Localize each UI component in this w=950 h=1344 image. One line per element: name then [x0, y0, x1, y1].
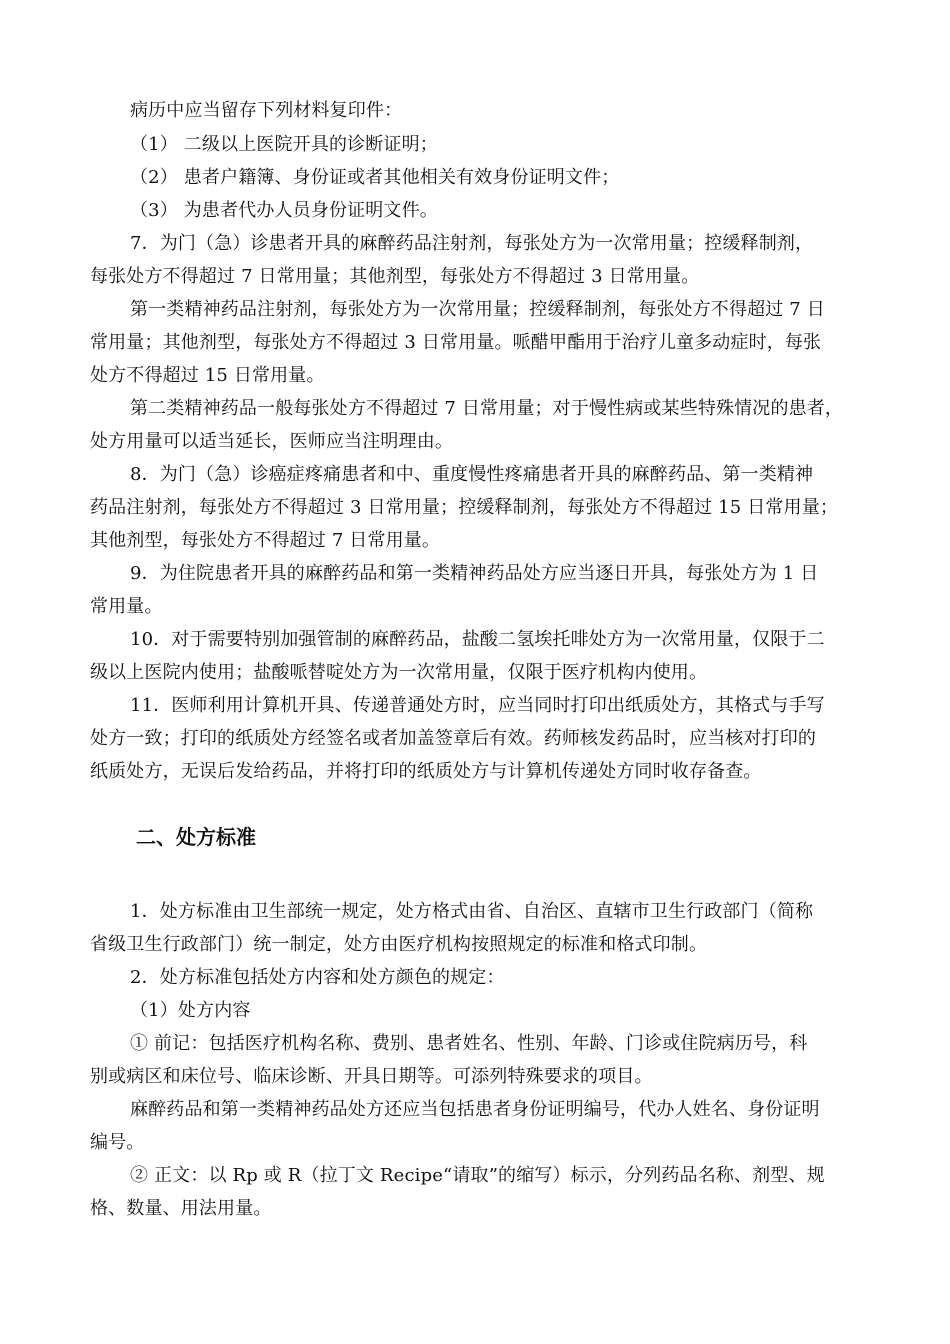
text-line: 处方用量可以适当延长，医师应当注明理由。	[90, 431, 453, 452]
text-line: 麻醉药品和第一类精神药品处方还应当包括患者身份证明编号，代办人姓名、身份证明	[130, 1099, 820, 1120]
text-line: 药品注射剂，每张处方不得超过 3 日常用量；控缓释制剂，每张处方不得超过 15 日常用量；	[90, 497, 838, 518]
text-line: 8．为门（急）诊癌症疼痛患者和中、重度慢性疼痛患者开具的麻醉药品、第一类精神	[130, 464, 814, 485]
text-line: 9．为住院患者开具的麻醉药品和第一类精神药品处方应当逐日开具，每张处方为 1 日	[130, 563, 819, 584]
text-line: 常用量；其他剂型，每张处方不得超过 3 日常用量。哌醋甲酯用于治疗儿童多动症时，每张	[90, 332, 822, 353]
text-line: 处方一致；打印的纸质处方经签名或者加盖签章后有效。药师核发药品时，应当核对打印的	[90, 728, 816, 749]
text-line: 编号。	[90, 1132, 145, 1153]
text-line: 1．处方标准由卫生部统一规定，处方格式由省、自治区、直辖市卫生行政部门（简称	[130, 901, 814, 922]
text-line: 格、数量、用法用量。	[90, 1198, 272, 1219]
text-line: （3） 为患者代办人员身份证明文件。	[130, 200, 438, 221]
text-line: 每张处方不得超过 7 日常用量；其他剂型，每张处方不得超过 3 日常用量。	[90, 266, 700, 287]
text-line: 病历中应当留存下列材料复印件：	[130, 100, 403, 121]
text-line: 纸质处方，无误后发给药品，并将打印的纸质处方与计算机传递处方同时收存备查。	[90, 761, 762, 782]
section-heading: 二、处方标准	[136, 825, 256, 849]
text-line: 省级卫生行政部门）统一制定，处方由医疗机构按照规定的标准和格式印制。	[90, 934, 708, 955]
text-line: （2） 患者户籍簿、身份证或者其他相关有效身份证明文件；	[130, 167, 620, 188]
text-line: 11．医师利用计算机开具、传递普通处方时，应当同时打印出纸质处方，其格式与手写	[130, 695, 825, 716]
text-line: 级以上医院内使用；盐酸哌替啶处方为一次常用量，仅限于医疗机构内使用。	[90, 662, 708, 683]
text-line: 常用量。	[90, 596, 163, 617]
text-line: ① 前记：包括医疗机构名称、费别、患者姓名、性别、年龄、门诊或住院病历号，科	[130, 1033, 808, 1054]
text-line: 10．对于需要特别加强管制的麻醉药品，盐酸二氢埃托啡处方为一次常用量，仅限于二	[130, 629, 825, 650]
text-line: 其他剂型，每张处方不得超过 7 日常用量。	[90, 530, 441, 551]
text-line: 别或病区和床位号、临床诊断、开具日期等。可添列特殊要求的项目。	[90, 1066, 653, 1087]
text-line: 第一类精神药品注射剂，每张处方为一次常用量；控缓释制剂，每张处方不得超过 7 日	[130, 299, 825, 320]
text-line: 处方不得超过 15 日常用量。	[90, 365, 325, 386]
text-line: ② 正文：以 Rp 或 R（拉丁文 Recipe“请取”的缩写）标示，分列药品名称、剂型、规	[130, 1165, 825, 1186]
text-line: （1）处方内容	[130, 1000, 251, 1021]
text-line: （1） 二级以上医院开具的诊断证明；	[130, 134, 438, 155]
text-line: 2．处方标准包括处方内容和处方颜色的规定：	[130, 967, 505, 988]
text-line: 7．为门（急）诊患者开具的麻醉药品注射剂，每张处方为一次常用量；控缓释制剂，	[130, 233, 814, 254]
text-line: 第二类精神药品一般每张处方不得超过 7 日常用量；对于慢性病或某些特殊情况的患者，	[130, 398, 844, 419]
